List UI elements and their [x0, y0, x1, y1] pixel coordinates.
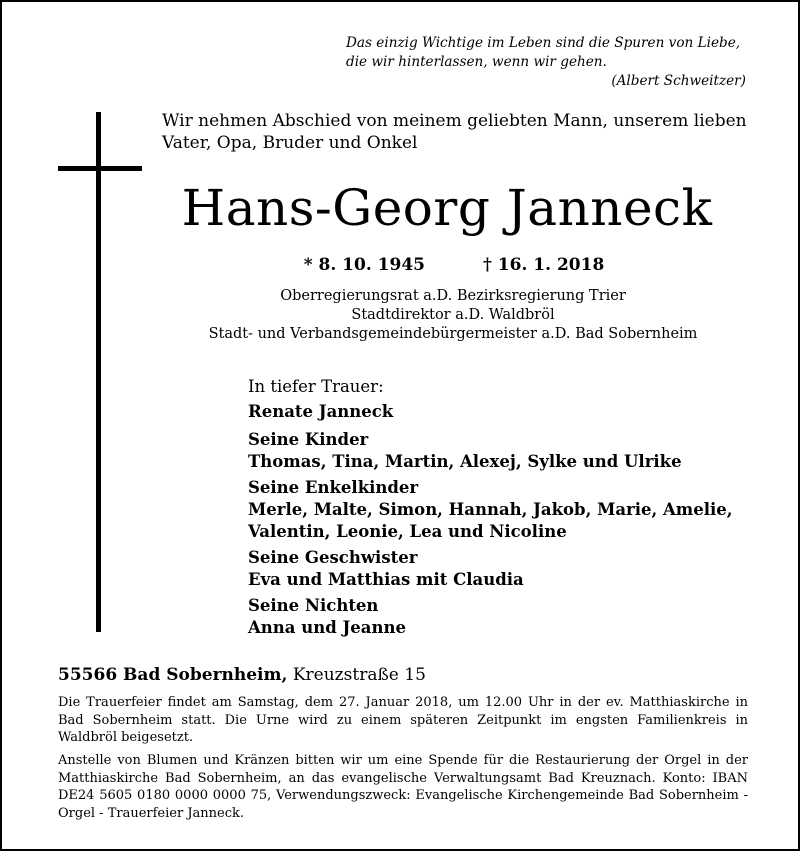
donation-notice: Anstelle von Blumen und Kränzen bitten wir um eine Spende für die Restaurierung der Orgel in der Matthiaskirche Bad Sobernheim, an das evangelische Verwaltungsamt Bad Kreuznach. Konto: IBAN DE24 5605 0180 0000 0000 75, Verwendungszweck: Evangelische Kirchengemeinde Bad Sobernheim - Orgel - Trauerfeier Janneck.: [58, 753, 748, 821]
mourners-heading: In tiefer Trauer:: [248, 377, 384, 396]
title-line-2: Stadtdirektor a.D. Waldbröl: [351, 307, 555, 323]
mourner-group-siblings: [248, 547, 768, 591]
intro-line-1: Wir nehmen Abschied von meinem geliebten Mann, unserem lieben: [162, 111, 747, 131]
quote-line-1: Das einzig Wichtige im Leben sind die Spuren von Liebe,: [346, 35, 741, 51]
family-address: [58, 665, 426, 685]
group-names-continued: Valentin, Leonie, Lea und Nicoline: [248, 522, 567, 541]
group-label: Seine Kinder: [248, 430, 369, 449]
quote-line-2: die wir hinterlassen, wenn wir gehen.: [346, 54, 607, 70]
intro-text: [162, 110, 762, 154]
quote-author: (Albert Schweitzer): [611, 73, 746, 89]
group-names: Merle, Malte, Simon, Hannah, Jakob, Marie, Amelie,: [248, 500, 733, 519]
mourner-group-children: [248, 429, 768, 473]
group-names: Anna und Jeanne: [248, 618, 406, 637]
cross-icon-horizontal: [58, 166, 142, 171]
mourners-list: [248, 376, 768, 639]
deceased-name: Hans-Georg Janneck: [181, 179, 713, 237]
mourner-group-nieces: [248, 595, 768, 639]
group-label: Seine Nichten: [248, 596, 379, 615]
intro-line-2: Vater, Opa, Bruder und Onkel: [162, 133, 418, 153]
epigraph-quote: [346, 34, 746, 91]
life-dates: [0, 255, 800, 275]
group-label: Seine Enkelkinder: [248, 478, 419, 497]
address-street: Kreuzstraße 15: [292, 665, 426, 685]
address-city: 55566 Bad Sobernheim,: [58, 665, 288, 685]
title-line-1: Oberregierungsrat a.D. Bezirksregierung Trier: [280, 288, 626, 304]
spouse-name: Renate Janneck: [248, 402, 394, 421]
death-date: † 16. 1. 2018: [483, 255, 605, 275]
group-names: Eva und Matthias mit Claudia: [248, 570, 524, 589]
funeral-notice: Die Trauerfeier findet am Samstag, dem 27. Januar 2018, um 12.00 Uhr in der ev. Matthiaskirche in Bad Sobernheim statt. Die Urne wird zu einem späteren Zeitpunkt im engsten Familienkreis in Waldbröl beigesetzt.: [58, 695, 748, 745]
title-line-3: Stadt- und Verbandsgemeindebürgermeister a.D. Bad Sobernheim: [208, 326, 698, 342]
birth-date: * 8. 10. 1945: [303, 255, 425, 275]
group-label: Seine Geschwister: [248, 548, 418, 567]
professional-titles: [0, 287, 800, 344]
mourner-group-grandchildren: [248, 477, 768, 543]
group-names: Thomas, Tina, Martin, Alexej, Sylke und Ulrike: [248, 452, 682, 471]
